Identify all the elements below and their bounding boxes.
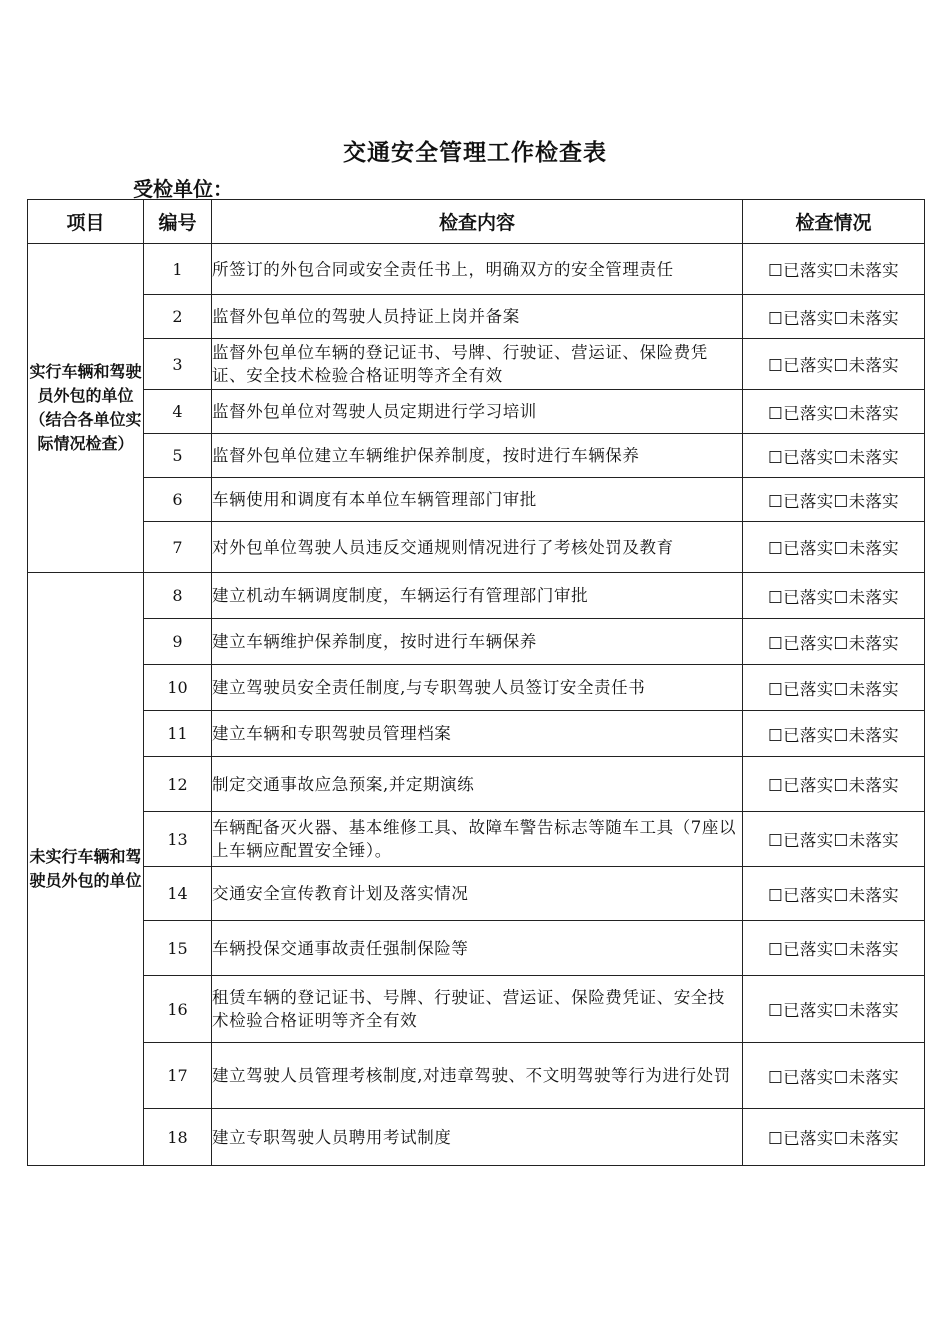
table-row — [28, 976, 925, 1043]
status-checkboxes[interactable]: ☐已落实☐未落实 — [743, 434, 925, 478]
row-number: 3 — [144, 339, 212, 390]
status-checkboxes[interactable]: ☐已落实☐未落实 — [743, 867, 925, 921]
table-row — [28, 867, 925, 921]
table-row — [28, 1109, 925, 1166]
header-item: 项目 — [28, 200, 144, 244]
status-checkboxes[interactable]: ☐已落实☐未落实 — [743, 1109, 925, 1166]
header-status: 检查情况 — [743, 200, 925, 244]
table-row — [28, 1043, 925, 1109]
group-label: 实行车辆和驾驶员外包的单位（结合各单位实际情况检查） — [28, 244, 144, 573]
row-number: 4 — [144, 390, 212, 434]
check-content: 所签订的外包合同或安全责任书上，明确双方的安全管理责任 — [212, 244, 743, 295]
check-content: 交通安全宣传教育计划及落实情况 — [212, 867, 743, 921]
check-content: 车辆投保交通事故责任强制保险等 — [212, 921, 743, 976]
check-content: 车辆使用和调度有本单位车辆管理部门审批 — [212, 478, 743, 522]
status-checkboxes[interactable]: ☐已落实☐未落实 — [743, 921, 925, 976]
table-row — [28, 665, 925, 711]
check-content: 车辆配备灭火器、基本维修工具、故障车警告标志等随车工具（7座以上车辆应配置安全锤）。 — [212, 812, 743, 867]
check-content: 监督外包单位的驾驶人员持证上岗并备案 — [212, 295, 743, 339]
status-checkboxes[interactable]: ☐已落实☐未落实 — [743, 573, 925, 619]
header-content: 检查内容 — [212, 200, 743, 244]
check-content: 建立专职驾驶人员聘用考试制度 — [212, 1109, 743, 1166]
inspected-unit-label: 受检单位： — [133, 177, 233, 201]
status-checkboxes[interactable]: ☐已落实☐未落实 — [743, 757, 925, 812]
row-number: 5 — [144, 434, 212, 478]
row-number: 16 — [144, 976, 212, 1043]
status-checkboxes[interactable]: ☐已落实☐未落实 — [743, 295, 925, 339]
check-content: 建立驾驶人员管理考核制度,对违章驾驶、不文明驾驶等行为进行处罚 — [212, 1043, 743, 1109]
status-checkboxes[interactable]: ☐已落实☐未落实 — [743, 976, 925, 1043]
row-number: 1 — [144, 244, 212, 295]
table-row — [28, 812, 925, 867]
table-row — [28, 921, 925, 976]
row-number: 14 — [144, 867, 212, 921]
row-number: 10 — [144, 665, 212, 711]
table-row — [28, 757, 925, 812]
check-content: 对外包单位驾驶人员违反交通规则情况进行了考核处罚及教育 — [212, 522, 743, 573]
status-checkboxes[interactable]: ☐已落实☐未落实 — [743, 390, 925, 434]
check-content: 监督外包单位对驾驶人员定期进行学习培训 — [212, 390, 743, 434]
table-row — [28, 711, 925, 757]
row-number: 11 — [144, 711, 212, 757]
status-checkboxes[interactable]: ☐已落实☐未落实 — [743, 665, 925, 711]
status-checkboxes[interactable]: ☐已落实☐未落实 — [743, 1043, 925, 1109]
row-number: 7 — [144, 522, 212, 573]
row-number: 18 — [144, 1109, 212, 1166]
table-row — [28, 619, 925, 665]
table-row — [28, 573, 925, 619]
check-content: 制定交通事故应急预案,并定期演练 — [212, 757, 743, 812]
check-content: 建立车辆维护保养制度，按时进行车辆保养 — [212, 619, 743, 665]
check-content: 建立车辆和专职驾驶员管理档案 — [212, 711, 743, 757]
table-row — [28, 478, 925, 522]
status-checkboxes[interactable]: ☐已落实☐未落实 — [743, 478, 925, 522]
row-number: 17 — [144, 1043, 212, 1109]
row-number: 8 — [144, 573, 212, 619]
status-checkboxes[interactable]: ☐已落实☐未落实 — [743, 711, 925, 757]
check-content: 租赁车辆的登记证书、号牌、行驶证、营运证、保险费凭证、安全技术检验合格证明等齐全有效 — [212, 976, 743, 1043]
table-row — [28, 522, 925, 573]
table-row — [28, 390, 925, 434]
header-number: 编号 — [144, 200, 212, 244]
row-number: 2 — [144, 295, 212, 339]
status-checkboxes[interactable]: ☐已落实☐未落实 — [743, 522, 925, 573]
row-number: 15 — [144, 921, 212, 976]
table-row — [28, 434, 925, 478]
status-checkboxes[interactable]: ☐已落实☐未落实 — [743, 339, 925, 390]
inspection-table — [27, 199, 925, 1166]
check-content: 监督外包单位车辆的登记证书、号牌、行驶证、营运证、保险费凭证、安全技术检验合格证明等齐全有效 — [212, 339, 743, 390]
table-row — [28, 339, 925, 390]
status-checkboxes[interactable]: ☐已落实☐未落实 — [743, 812, 925, 867]
group-label: 未实行车辆和驾驶员外包的单位 — [28, 573, 144, 1166]
check-content: 建立机动车辆调度制度，车辆运行有管理部门审批 — [212, 573, 743, 619]
status-checkboxes[interactable]: ☐已落实☐未落实 — [743, 244, 925, 295]
header-row — [28, 200, 925, 244]
check-content: 建立驾驶员安全责任制度,与专职驾驶人员签订安全责任书 — [212, 665, 743, 711]
row-number: 13 — [144, 812, 212, 867]
page-title: 交通安全管理工作检查表 — [343, 140, 607, 166]
row-number: 12 — [144, 757, 212, 812]
status-checkboxes[interactable]: ☐已落实☐未落实 — [743, 619, 925, 665]
table-row — [28, 295, 925, 339]
check-content: 监督外包单位建立车辆维护保养制度，按时进行车辆保养 — [212, 434, 743, 478]
table-row — [28, 244, 925, 295]
row-number: 9 — [144, 619, 212, 665]
row-number: 6 — [144, 478, 212, 522]
